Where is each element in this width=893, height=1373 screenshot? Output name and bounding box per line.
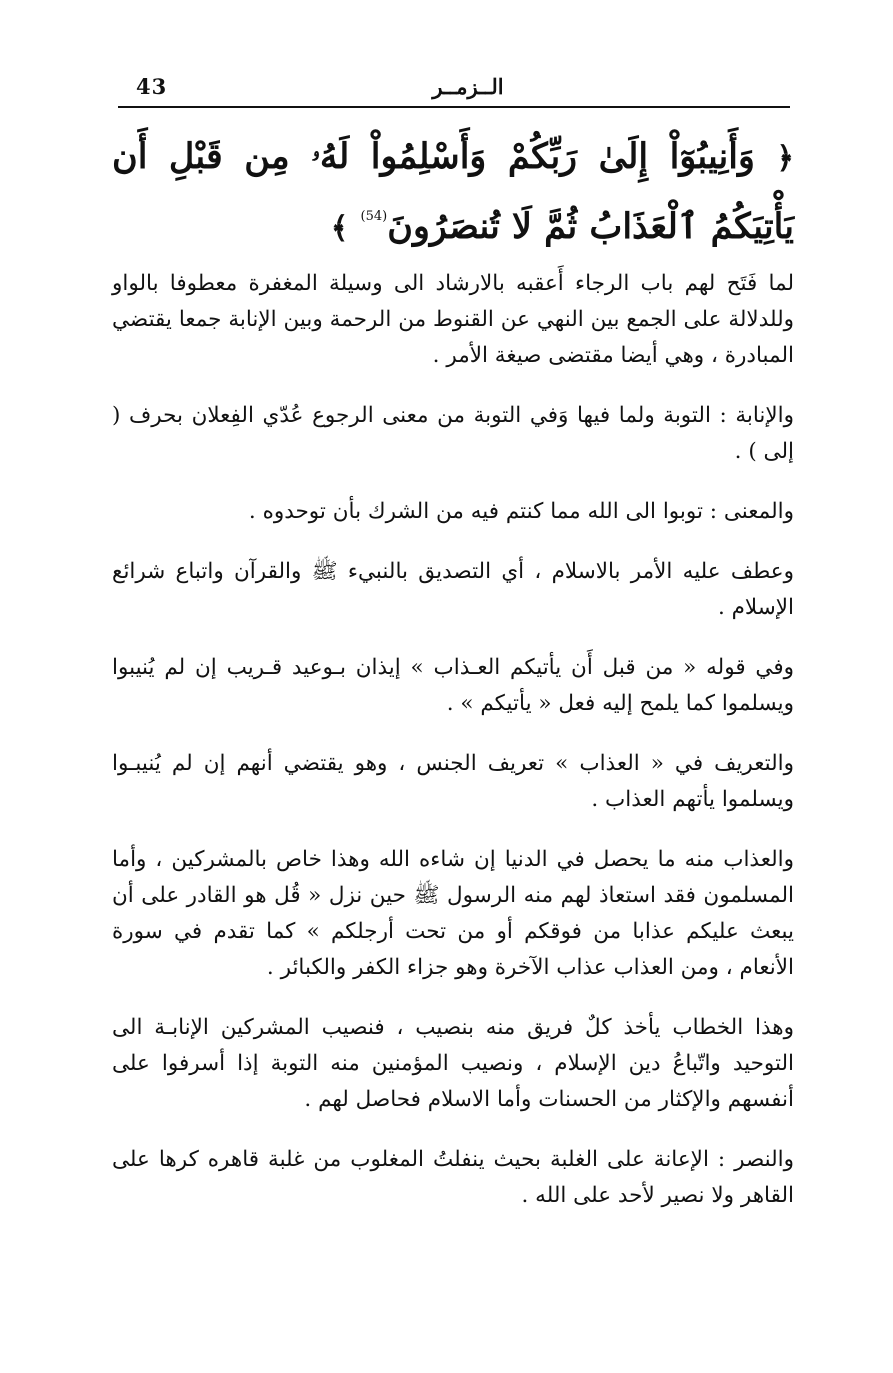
paragraph-8: وهذا الخطاب يأخذ كلٌ فريق منه بنصيب ، فنصيب المشركين الإنابـة الى التوحيد واتّباعُ دين الإسلام ، ونصيب المؤمنين منه التوبة إذا أسرفوا على أنفسهم والإكثار من الحسنات وأما الاسلام فحاصل لهم . bbox=[112, 1015, 794, 1112]
verse-text: وَأَنِيبُوٓاْ إِلَىٰ رَبِّكُمْ وَأَسْلِمُواْ لَهُۥ مِن قَبْلِ أَن يَأْتِيَكُمُ ٱلْعَذَابُ ثُمَّ لَا تُنصَرُونَ bbox=[112, 136, 794, 247]
paragraph-5: وفي قوله « من قبل أَن يأتيكم العـذاب » إيذان بـوعيد قـريب إن لم يُنيبوا ويسلموا كما يلمح إليه فعل « يأتيكم » . bbox=[112, 655, 794, 716]
paragraph-7: والعذاب منه ما يحصل في الدنيا إن شاءه الله وهذا خاص بالمشركين ، وأما المسلمون فقد استعاذ لهم منه الرسول ﷺ حين نزل « قُل هو القادر على أن يبعث عليكم عذابا من فوقكم أو من تحت أرجلكم » كما تقدم في سورة الأنعام ، ومن العذاب عذاب الآخرة وهو جزاء الكفر والكبائر . bbox=[112, 847, 794, 980]
page-number: 43 bbox=[136, 74, 168, 99]
verse-close-bracket: ﴾ bbox=[330, 211, 349, 246]
paragraph-2: والإنابة : التوبة ولما فيها وَفي التوبة من معنى الرجوع عُدّي الفِعلان بحرف ( إلى ) . bbox=[112, 403, 794, 464]
footnote-number: (54) bbox=[360, 209, 388, 224]
quran-verse bbox=[112, 128, 794, 258]
running-title: الــزمــر bbox=[432, 74, 504, 99]
paragraph-4: وعطف عليه الأمر بالاسلام ، أي التصديق بالنبيء ﷺ والقرآن واتباع شرائع الإسلام . bbox=[112, 559, 794, 620]
commentary-body bbox=[112, 266, 794, 1238]
page-header bbox=[118, 70, 790, 110]
paragraph-1: لما فَتَح لهم باب الرجاء أَعقبه بالارشاد الى وسيلة المغفرة معطوفا بالواو وللدلالة على الجمع بين النهي عن القنوط من الرحمة وبين الإنابة جمعا يقتضي المبادرة ، وهي أيضا مقتضى صيغة الأمر . bbox=[112, 271, 794, 368]
verse-open-bracket: ﴿ bbox=[776, 141, 795, 176]
paragraph-6: والتعريف في « العذاب » تعريف الجنس ، وهو يقتضي أنهم إن لم يُنيبـوا ويسلموا يأتهم العذاب . bbox=[112, 751, 794, 812]
paragraph-9: والنصر : الإعانة على الغلبة بحيث ينفلتُ المغلوب من غلبة قاهره كرها على القاهر ولا نصير لأحد على الله . bbox=[112, 1147, 794, 1208]
header-rule bbox=[118, 106, 790, 108]
paragraph-3: والمعنى : توبوا الى الله مما كنتم فيه من الشرك بأن توحدوه . bbox=[248, 499, 794, 524]
